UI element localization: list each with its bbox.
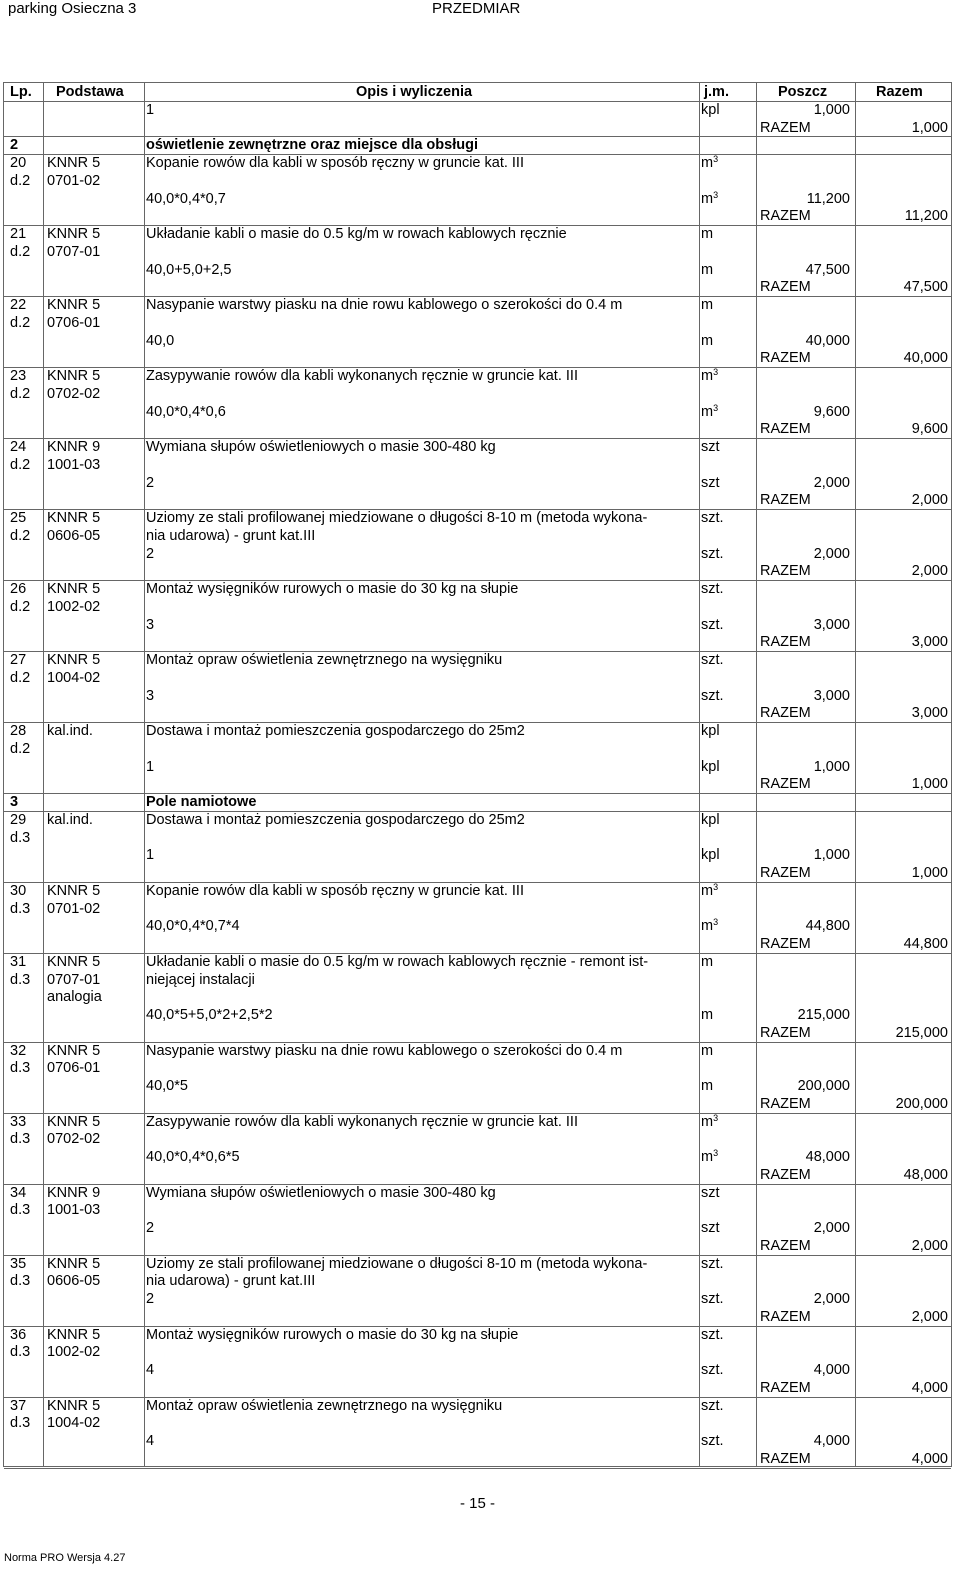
razem-label: RAZEM <box>760 1308 811 1325</box>
unit-cell <box>701 1219 720 1237</box>
unit: m <box>701 1042 714 1059</box>
item-basis: KNNR 5 <box>47 155 101 171</box>
unit-exponent: 3 <box>713 367 719 377</box>
col-divider <box>699 83 700 1466</box>
item-number: 26 <box>10 581 27 597</box>
razem-value: 3,000 <box>911 634 948 651</box>
software-version: Norma PRO Wersja 4.27 <box>4 1552 126 1564</box>
unit-cell <box>701 225 713 243</box>
item-chapter: d.3 <box>10 1060 31 1077</box>
item-chapter: d.3 <box>10 1415 31 1432</box>
item-description: Montaż opraw oświetlenia zewnętrznego na wysięgniku <box>146 1397 503 1414</box>
item-number: 34 <box>10 1184 27 1201</box>
razem-label: RAZEM <box>760 936 811 952</box>
calc-poszcz: 215,000 <box>797 1007 850 1023</box>
przedmiar-table <box>3 82 952 1467</box>
item-number: 28 <box>10 723 27 739</box>
unit-cell <box>701 332 713 350</box>
unit-cell <box>701 1290 724 1308</box>
item-basis-code: 1002-02 <box>47 598 101 615</box>
unit: m <box>701 226 714 242</box>
item-basis-code: 0701-02 <box>47 900 101 917</box>
item-description: Nasypanie warstwy piasku na dnie rowu kablowego o szerokości do 0.4 m <box>146 1042 623 1059</box>
item-number: 37 <box>10 1397 27 1414</box>
page-number: - 15 - <box>460 1495 496 1512</box>
item-chapter: d.2 <box>10 669 31 686</box>
razem-label: RAZEM <box>760 705 811 722</box>
col-header-opis: Opis i wyliczenia <box>356 84 473 100</box>
item-chapter: d.3 <box>10 900 31 917</box>
calc-expression: 1 <box>146 758 155 775</box>
section-title: oświetlenie zewnętrzne oraz miejsce dla obsługi <box>146 137 478 154</box>
item-basis: KNNR 5 <box>47 953 101 970</box>
col-divider <box>855 83 856 1466</box>
unit-cell <box>701 545 724 563</box>
item-description: Zasypywanie rowów dla kabli wykonanych ręcznie w gruncie kat. III <box>146 1113 578 1130</box>
calc-expression: 40,0*0,4*0,6 <box>146 403 226 420</box>
item-chapter: d.2 <box>10 456 31 473</box>
item-number: 35 <box>10 1255 27 1272</box>
unit: m <box>701 261 714 278</box>
unit: m <box>701 403 714 420</box>
unit: kpl <box>701 723 720 739</box>
item-description: Montaż wysięgników rurowych o masie do 30 kg na słupie <box>146 581 519 597</box>
unit-exponent: 3 <box>713 189 719 200</box>
razem-value: 4,000 <box>911 1379 948 1396</box>
unit-cell <box>701 1255 724 1273</box>
unit-cell <box>701 651 724 669</box>
unit-cell <box>701 403 718 421</box>
unit-cell <box>701 882 718 900</box>
item-number: 36 <box>10 1326 27 1343</box>
unit-cell <box>701 261 713 279</box>
razem-label: RAZEM <box>760 350 811 367</box>
col-header-poszcz: Poszcz <box>778 84 828 100</box>
unit-cell <box>701 509 724 527</box>
calc-expression: 2 <box>146 1220 155 1236</box>
unit-exponent: 3 <box>713 917 719 928</box>
calc-poszcz: 3,000 <box>813 616 850 633</box>
item-number: 21 <box>10 226 27 242</box>
item-chapter: d.2 <box>10 598 31 615</box>
item-number: 29 <box>10 811 27 828</box>
razem-value: 9,600 <box>911 421 948 438</box>
item-basis: KNNR 5 <box>47 581 101 597</box>
item-basis: KNNR 5 <box>47 1326 101 1343</box>
col-header-podstawa: Podstawa <box>56 84 124 100</box>
item-basis: kal.ind. <box>47 811 93 828</box>
razem-label: RAZEM <box>760 776 811 793</box>
razem-label: RAZEM <box>760 279 811 296</box>
item-description-cont: nia udarowa) - grunt kat.III <box>146 527 316 544</box>
unit-cell <box>701 1432 724 1450</box>
item-number: 31 <box>10 953 27 970</box>
unit: m <box>701 918 714 935</box>
calc-poszcz: 1,000 <box>813 101 850 118</box>
section-number: 3 <box>10 794 19 810</box>
item-basis-code: 0702-02 <box>47 385 101 402</box>
item-basis-code: 0707-01 <box>47 971 101 988</box>
unit-cell <box>701 953 713 971</box>
calc-poszcz: 2,000 <box>813 474 850 491</box>
calc-expression: 40,0*0,4*0,6*5 <box>146 1149 240 1165</box>
razem-value: 2,000 <box>911 492 948 509</box>
unit: m <box>701 368 714 384</box>
calc-poszcz: 3,000 <box>813 687 850 704</box>
unit-cell <box>701 846 720 864</box>
unit: szt. <box>701 510 724 526</box>
item-basis: KNNR 5 <box>47 297 101 313</box>
item-chapter: d.3 <box>10 1344 31 1361</box>
item-chapter: d.3 <box>10 971 31 988</box>
item-description: Kopanie rowów dla kabli w sposób ręczny w gruncie kat. III <box>146 882 524 899</box>
razem-value: 1,000 <box>911 865 948 881</box>
row-divider <box>4 1468 951 1469</box>
unit-cell <box>701 1113 718 1131</box>
item-number: 27 <box>10 652 27 668</box>
razem-label: RAZEM <box>760 563 811 580</box>
item-basis-code: 1004-02 <box>47 669 101 686</box>
section-number: 2 <box>10 137 19 154</box>
calc-unit: kpl <box>701 101 720 118</box>
calc-expression: 40,0*0,4*0,7*4 <box>146 918 240 935</box>
item-number: 24 <box>10 439 27 455</box>
col-divider <box>756 83 757 1466</box>
razem-value: 2,000 <box>911 1308 948 1325</box>
unit-exponent: 3 <box>713 1112 719 1123</box>
unit: m <box>701 1113 714 1130</box>
item-basis-code: 1001-03 <box>47 1202 101 1219</box>
unit-cell <box>701 1042 713 1060</box>
item-basis-note: analogia <box>47 989 102 1006</box>
item-basis-code: 1001-03 <box>47 456 101 473</box>
item-description-cont: nia udarowa) - grunt kat.III <box>146 1273 316 1290</box>
item-basis: KNNR 5 <box>47 368 101 384</box>
unit-cell <box>701 1397 724 1415</box>
item-basis: KNNR 5 <box>47 1042 101 1059</box>
item-basis: KNNR 5 <box>47 226 101 242</box>
unit-cell <box>701 1361 724 1379</box>
item-basis: kal.ind. <box>47 723 93 739</box>
razem-value: 48,000 <box>903 1166 948 1183</box>
item-description: Wymiana słupów oświetleniowych o masie 300-480 kg <box>146 1184 496 1201</box>
item-chapter: d.3 <box>10 1131 31 1148</box>
item-chapter: d.2 <box>10 740 31 757</box>
unit: szt <box>701 439 720 455</box>
unit-cell <box>701 438 720 456</box>
unit: szt. <box>701 616 724 633</box>
unit: m <box>701 1007 714 1023</box>
item-basis-code: 0606-05 <box>47 527 101 544</box>
razem-value: 2,000 <box>911 563 948 580</box>
section-title: Pole namiotowe <box>146 794 257 810</box>
item-description: Kopanie rowów dla kabli w sposób ręczny w gruncie kat. III <box>146 155 524 171</box>
item-basis-code: 0606-05 <box>47 1273 101 1290</box>
item-description: Zasypywanie rowów dla kabli wykonanych ręcznie w gruncie kat. III <box>146 368 578 384</box>
unit: kpl <box>701 847 720 864</box>
unit: m <box>701 332 714 349</box>
unit-cell <box>701 687 724 705</box>
calc-poszcz: 1,000 <box>813 758 850 775</box>
item-basis: KNNR 9 <box>47 1184 101 1201</box>
unit: szt. <box>701 1326 724 1343</box>
unit: m <box>701 1078 714 1094</box>
item-basis: KNNR 5 <box>47 882 101 899</box>
calc-poszcz: 11,200 <box>806 190 850 207</box>
item-basis: KNNR 5 <box>47 1255 101 1272</box>
item-description: Dostawa i montaż pomieszczenia gospodarczego do 25m2 <box>146 811 525 828</box>
item-number: 30 <box>10 882 27 899</box>
calc-expression: 1 <box>146 101 155 118</box>
unit: kpl <box>701 811 720 828</box>
item-chapter: d.2 <box>10 314 31 331</box>
item-chapter: d.2 <box>10 527 31 544</box>
razem-label: RAZEM <box>760 634 811 651</box>
calc-expression: 40,0*5 <box>146 1078 188 1094</box>
calc-poszcz: 4,000 <box>813 1433 850 1449</box>
calc-expression: 2 <box>146 545 155 562</box>
unit-exponent: 3 <box>713 1148 719 1158</box>
unit-exponent: 3 <box>713 402 719 413</box>
item-chapter: d.2 <box>10 172 31 189</box>
document-type: PRZEDMIAR <box>432 0 521 17</box>
calc-poszcz: 200,000 <box>797 1078 850 1094</box>
col-divider <box>144 83 145 1466</box>
calc-poszcz: 2,000 <box>813 1220 850 1236</box>
calc-poszcz: 2,000 <box>813 1291 850 1307</box>
item-number: 32 <box>10 1042 27 1059</box>
razem-label: RAZEM <box>760 1379 811 1396</box>
item-description-cont: niejącej instalacji <box>146 971 255 988</box>
unit-cell <box>701 758 720 776</box>
razem-value: 215,000 <box>895 1024 948 1041</box>
razem-label: RAZEM <box>760 119 811 136</box>
calc-poszcz: 48,000 <box>805 1149 850 1165</box>
razem-value: 3,000 <box>911 705 948 722</box>
item-number: 20 <box>10 155 27 171</box>
document-title: parking Osieczna 3 <box>8 0 137 17</box>
unit-cell <box>701 367 718 385</box>
calc-expression: 40,0*0,4*0,7 <box>146 190 226 207</box>
unit: szt. <box>701 1291 724 1307</box>
unit: szt. <box>701 545 724 562</box>
razem-value: 11,200 <box>904 208 948 225</box>
item-basis: KNNR 5 <box>47 510 101 526</box>
calc-expression: 40,0 <box>146 332 175 349</box>
unit: szt. <box>701 687 724 704</box>
col-divider <box>43 83 44 1466</box>
item-basis: KNNR 5 <box>47 1113 101 1130</box>
unit-cell <box>701 1148 718 1166</box>
razem-value: 47,500 <box>903 279 948 296</box>
item-basis: KNNR 5 <box>47 1397 101 1414</box>
calc-expression: 2 <box>146 474 155 491</box>
razem-value: 1,000 <box>911 776 948 793</box>
item-description: Nasypanie warstwy piasku na dnie rowu kablowego o szerokości do 0.4 m <box>146 297 623 313</box>
calc-expression: 3 <box>146 687 155 704</box>
razem-value: 4,000 <box>911 1450 948 1467</box>
unit: m <box>701 882 714 899</box>
unit-cell <box>701 296 713 314</box>
unit: szt. <box>701 581 724 597</box>
item-number: 23 <box>10 368 27 384</box>
unit: m <box>701 190 714 207</box>
item-description: Układanie kabli o masie do 0.5 kg/m w rowach kablowych ręcznie <box>146 226 567 242</box>
item-description: Wymiana słupów oświetleniowych o masie 300-480 kg <box>146 439 496 455</box>
unit-cell <box>701 1077 713 1095</box>
item-chapter: d.3 <box>10 1273 31 1290</box>
razem-label: RAZEM <box>760 865 811 881</box>
item-chapter: d.3 <box>10 829 31 846</box>
unit-cell <box>701 580 724 598</box>
item-description: Montaż opraw oświetlenia zewnętrznego na wysięgniku <box>146 652 503 668</box>
razem-label: RAZEM <box>760 1095 811 1112</box>
unit-cell <box>701 1326 724 1344</box>
calc-expression: 40,0*5+5,0*2+2,5*2 <box>146 1007 273 1023</box>
item-basis-code: 0707-01 <box>47 243 101 260</box>
unit: szt. <box>701 1255 724 1272</box>
item-number: 25 <box>10 510 27 526</box>
calc-expression: 2 <box>146 1291 155 1307</box>
calc-poszcz: 2,000 <box>813 545 850 562</box>
calc-poszcz: 44,800 <box>805 918 850 935</box>
item-number: 22 <box>10 297 27 313</box>
item-basis-code: 1002-02 <box>47 1344 101 1361</box>
razem-label: RAZEM <box>760 1166 811 1183</box>
unit-cell <box>701 1184 720 1202</box>
unit: szt. <box>701 652 724 668</box>
col-header-jm: j.m. <box>704 84 729 100</box>
item-chapter: d.3 <box>10 1202 31 1219</box>
unit: m <box>701 953 714 970</box>
razem-label: RAZEM <box>760 1450 811 1467</box>
unit: szt <box>701 474 720 491</box>
unit-cell <box>701 616 724 634</box>
item-description: Uziomy ze stali profilowanej miedziowane o długości 8-10 m (metoda wykona- <box>146 1255 648 1272</box>
unit-exponent: 3 <box>713 154 719 164</box>
calc-expression: 3 <box>146 616 155 633</box>
item-basis-code: 0706-01 <box>47 1060 101 1077</box>
unit-exponent: 3 <box>713 881 719 892</box>
razem-value: 200,000 <box>895 1095 948 1112</box>
item-description: Montaż wysięgników rurowych o masie do 30 kg na słupie <box>146 1326 519 1343</box>
unit-cell <box>701 154 718 172</box>
unit: m <box>701 155 714 171</box>
item-basis: KNNR 5 <box>47 652 101 668</box>
col-header-razem: Razem <box>876 84 923 100</box>
razem-label: RAZEM <box>760 421 811 438</box>
item-description: Dostawa i montaż pomieszczenia gospodarczego do 25m2 <box>146 723 525 739</box>
unit: szt <box>701 1220 720 1236</box>
razem-label: RAZEM <box>760 1237 811 1254</box>
razem-value: 40,000 <box>903 350 948 367</box>
item-number: 33 <box>10 1113 27 1130</box>
item-description: Uziomy ze stali profilowanej miedziowane o długości 8-10 m (metoda wykona- <box>146 510 648 526</box>
calc-expression: 40,0+5,0+2,5 <box>146 261 232 278</box>
item-chapter: d.2 <box>10 385 31 402</box>
unit-cell <box>701 917 718 935</box>
item-basis-code: 1004-02 <box>47 1415 101 1432</box>
unit-cell <box>701 722 720 740</box>
unit: szt. <box>701 1362 724 1378</box>
item-basis-code: 0702-02 <box>47 1131 101 1148</box>
razem-label: RAZEM <box>760 208 811 225</box>
calc-poszcz: 47,500 <box>805 261 850 278</box>
calc-poszcz: 9,600 <box>813 403 850 420</box>
unit: m <box>701 1149 714 1165</box>
razem-label: RAZEM <box>760 1024 811 1041</box>
calc-expression: 4 <box>146 1433 155 1449</box>
col-header-lp: Lp. <box>10 84 32 100</box>
item-basis: KNNR 9 <box>47 439 101 455</box>
item-basis-code: 0701-02 <box>47 172 101 189</box>
calc-poszcz: 40,000 <box>805 332 850 349</box>
item-chapter: d.2 <box>10 243 31 260</box>
razem-value: 2,000 <box>911 1237 948 1254</box>
item-description: Układanie kabli o masie do 0.5 kg/m w rowach kablowych ręcznie - remont ist- <box>146 953 649 970</box>
unit: szt. <box>701 1397 724 1414</box>
calc-poszcz: 4,000 <box>813 1362 850 1378</box>
razem-value: 44,800 <box>903 936 948 952</box>
unit-cell <box>701 1006 713 1024</box>
unit: kpl <box>701 758 720 775</box>
unit: szt <box>701 1184 720 1201</box>
item-basis-code: 0706-01 <box>47 314 101 331</box>
unit: m <box>701 297 714 313</box>
unit-cell <box>701 190 718 208</box>
razem-value: 1,000 <box>911 119 948 136</box>
unit-cell <box>701 474 720 492</box>
razem-label: RAZEM <box>760 492 811 509</box>
unit: szt. <box>701 1433 724 1449</box>
calc-expression: 4 <box>146 1362 155 1378</box>
calc-expression: 1 <box>146 847 155 864</box>
unit-cell <box>701 811 720 829</box>
calc-poszcz: 1,000 <box>813 847 850 864</box>
